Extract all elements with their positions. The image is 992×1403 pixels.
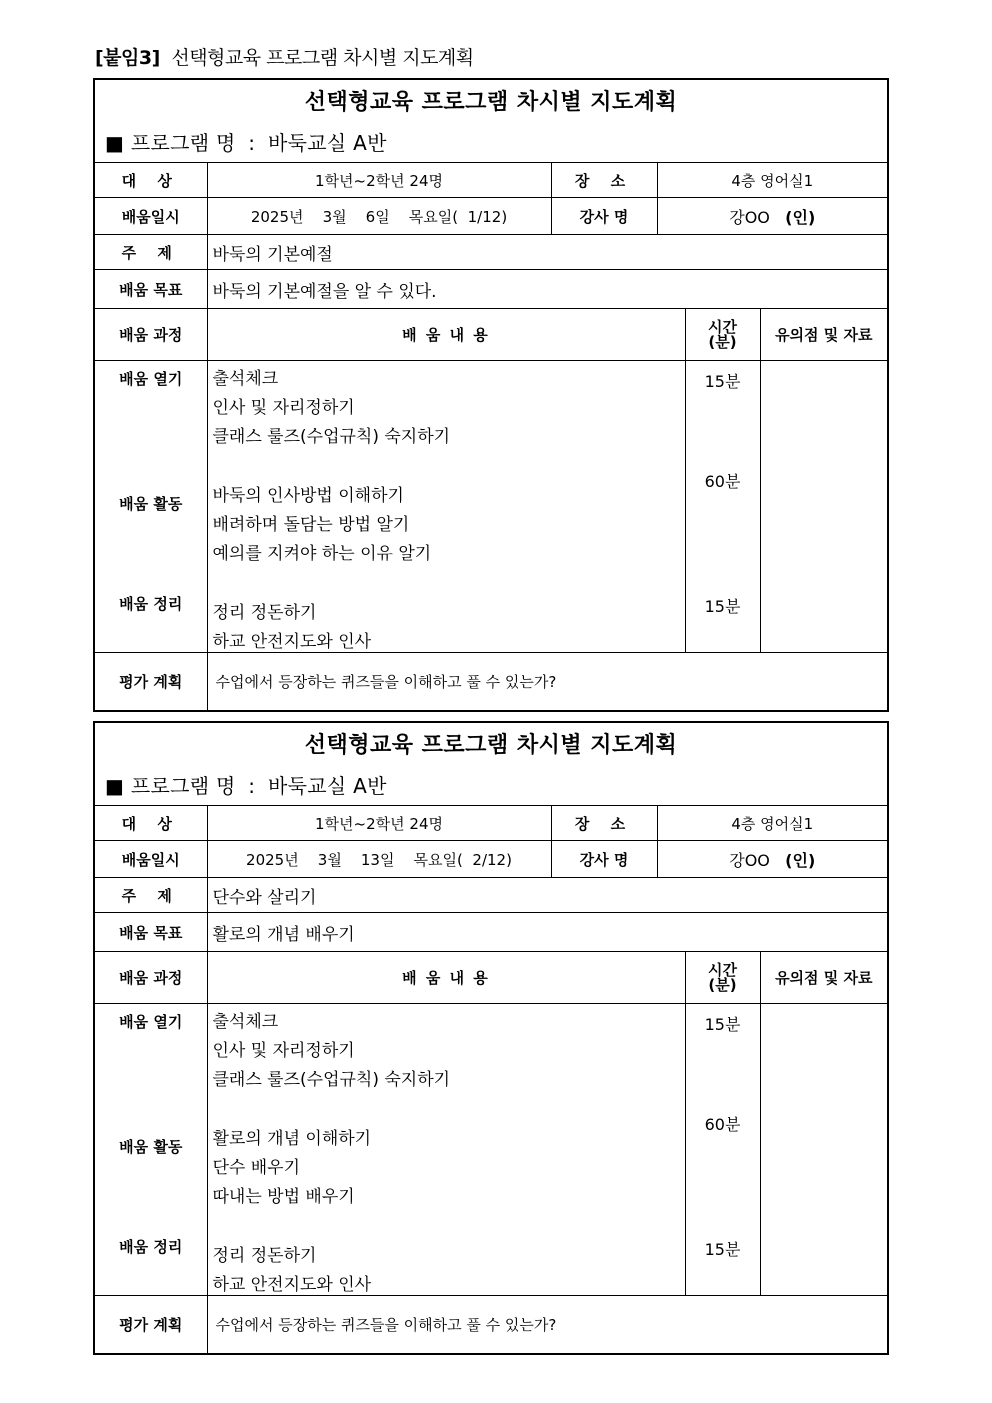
process-header: 배움 과정 [95, 309, 207, 361]
plan-title: 선택형교육 프로그램 차시별 지도계획 [304, 89, 678, 115]
place-value: 4층 영어실1 [657, 163, 887, 198]
stage-activity: 배움 활동 [119, 1138, 183, 1156]
time-close: 15분 [704, 597, 741, 616]
program-name: 바둑교실 A반 [268, 774, 387, 798]
place-label: 장 소 [551, 806, 657, 841]
content-line: 예의를 지켜야 하는 이유 알기 [212, 544, 432, 564]
target-label: 대 상 [95, 806, 207, 841]
goal-label: 배움 목표 [95, 913, 207, 952]
content-column [207, 1004, 685, 1296]
content-header: 배 움 내 용 [207, 952, 685, 1004]
instructor-label: 강사 명 [551, 198, 657, 235]
stage-open: 배움 열기 [119, 1013, 183, 1031]
eval-label: 평가 계획 [95, 653, 207, 711]
topic-value: 단수와 살리기 [207, 878, 887, 913]
place-value: 4층 영어실1 [657, 806, 887, 841]
process-header: 배움 과정 [95, 952, 207, 1004]
stage-close: 배움 정리 [119, 595, 183, 613]
time-header: 시간 (분) [685, 952, 760, 1004]
date-value: 2025년 3월 6일 목요일( 1/12) [207, 198, 551, 235]
plan-title: 선택형교육 프로그램 차시별 지도계획 [304, 732, 678, 758]
notes-header: 유의점 및 자료 [760, 309, 887, 361]
topic-label: 주 제 [95, 878, 207, 913]
goal-value: 활로의 개념 배우기 [207, 913, 887, 952]
content-line: 배려하며 돌담는 방법 알기 [212, 515, 410, 535]
time-open: 15분 [704, 372, 741, 391]
content-line: 하교 안전지도와 인사 [212, 1275, 372, 1295]
program-name-row [95, 124, 887, 162]
time-header: 시간 (분) [685, 309, 760, 361]
date-label: 배움일시 [95, 198, 207, 235]
content-line: 단수 배우기 [212, 1158, 301, 1178]
content-line: 정리 정돈하기 [212, 1246, 317, 1266]
content-line: 바둑의 인사방법 이해하기 [212, 486, 404, 506]
eval-value: 수업에서 등장하는 퀴즈들을 이해하고 풀 수 있는가? [207, 653, 887, 711]
time-open: 15분 [704, 1015, 741, 1034]
stage-activity: 배움 활동 [119, 495, 183, 513]
topic-value: 바둑의 기본예절 [207, 235, 887, 270]
place-label: 장 소 [551, 163, 657, 198]
time-column [685, 1004, 760, 1296]
content-line: 하교 안전지도와 인사 [212, 632, 372, 652]
instructor-value: 강OO (인) [657, 841, 887, 878]
stage-column [95, 1004, 207, 1296]
stage-column [95, 361, 207, 653]
eval-label: 평가 계획 [95, 1296, 207, 1354]
target-value: 1학년~2학년 24명 [207, 806, 551, 841]
lesson-plan-2 [93, 721, 889, 1355]
content-line: 따내는 방법 배우기 [212, 1187, 355, 1207]
program-name: 바둑교실 A반 [268, 131, 387, 155]
program-colon: : [248, 774, 256, 798]
lesson-plan-1 [93, 78, 889, 712]
stage-close: 배움 정리 [119, 1238, 183, 1256]
time-activity: 60분 [704, 1115, 741, 1134]
time-close: 15분 [704, 1240, 741, 1259]
program-label: ■ 프로그램 명 [105, 774, 236, 798]
program-colon: : [248, 131, 256, 155]
page-header-title: 선택형교육 프로그램 차시별 지도계획 [171, 47, 474, 69]
goal-value: 바둑의 기본예절을 알 수 있다. [207, 270, 887, 309]
content-line: 정리 정돈하기 [212, 603, 317, 623]
eval-value: 수업에서 등장하는 퀴즈들을 이해하고 풀 수 있는가? [207, 1296, 887, 1354]
content-line: 출석체크 [212, 369, 279, 389]
page-header [95, 43, 474, 70]
program-name-row [95, 767, 887, 805]
content-line: 활로의 개념 이해하기 [212, 1129, 372, 1149]
plan-table [95, 805, 887, 1353]
date-value: 2025년 3월 13일 목요일( 2/12) [207, 841, 551, 878]
topic-label: 주 제 [95, 235, 207, 270]
attachment-tag: [붙임3] [95, 47, 160, 69]
target-label: 대 상 [95, 163, 207, 198]
time-column [685, 361, 760, 653]
notes-header: 유의점 및 자료 [760, 952, 887, 1004]
notes-column [760, 361, 887, 653]
content-line: 인사 및 자리정하기 [212, 398, 355, 418]
content-line: 인사 및 자리정하기 [212, 1041, 355, 1061]
time-activity: 60분 [704, 472, 741, 491]
instructor-value: 강OO (인) [657, 198, 887, 235]
plan-table [95, 162, 887, 710]
target-value: 1학년~2학년 24명 [207, 163, 551, 198]
content-line: 클래스 룰즈(수업규칙) 숙지하기 [212, 427, 451, 447]
notes-column [760, 1004, 887, 1296]
date-label: 배움일시 [95, 841, 207, 878]
content-column [207, 361, 685, 653]
goal-label: 배움 목표 [95, 270, 207, 309]
instructor-label: 강사 명 [551, 841, 657, 878]
content-line: 클래스 룰즈(수업규칙) 숙지하기 [212, 1070, 451, 1090]
content-header: 배 움 내 용 [207, 309, 685, 361]
program-label: ■ 프로그램 명 [105, 131, 236, 155]
stage-open: 배움 열기 [119, 370, 183, 388]
content-line: 출석체크 [212, 1012, 279, 1032]
